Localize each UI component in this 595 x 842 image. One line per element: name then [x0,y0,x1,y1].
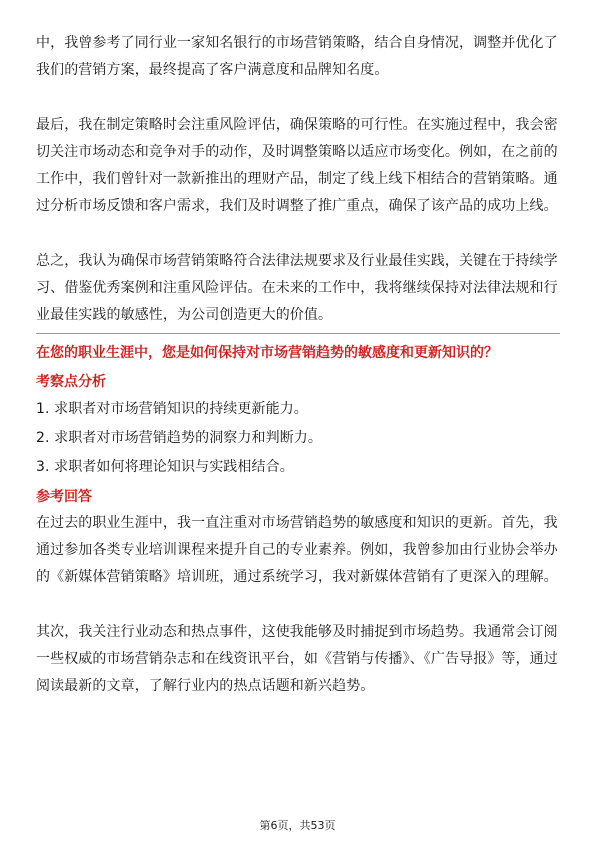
analysis-title: 考察点分析 [36,374,106,390]
answer-paragraph-1: 在过去的职业生涯中，我一直注重对市场营销趋势的敏感度和知识的更新。首先，我通过参加各类专业培训课程来提升自己的专业素养。例如，我曾参加由行业协会举办的《新媒体营销策略》培训班，通过系统学习，我对新媒体营销有了更深入的理解。 [36,515,558,585]
page-number: 第6页，共53页 [259,819,336,832]
answer-title: 参考回答 [36,489,92,505]
document-page [36,30,560,700]
section-divider [36,333,560,334]
analysis-item: 3. 求职者如何将理论知识与实践相结合。 [36,459,294,475]
intro-paragraph-1: 中，我曾参考了同行业一家知名银行的市场营销策略，结合自身情况，调整并优化了我们的营销方案，最终提高了客户满意度和品牌知名度。 [36,35,558,78]
analysis-item: 2. 求职者对市场营销趋势的洞察力和判断力。 [36,430,323,446]
analysis-list [36,395,560,482]
intro-paragraph-3: 总之，我认为确保市场营销策略符合法律法规要求及行业最佳实践，关键在于持续学习、借鉴优秀案例和注重风险评估。在未来的工作中，我将继续保持对法律法规和行业最佳实践的敏感性，为公司创造更大的价值。 [36,253,558,323]
analysis-item: 1. 求职者对市场营销知识的持续更新能力。 [36,401,308,417]
question-heading: 在您的职业生涯中，您是如何保持对市场营销趋势的敏感度和更新知识的？ [36,345,498,361]
intro-paragraph-2: 最后，我在制定策略时会注重风险评估，确保策略的可行性。在实施过程中，我会密切关注市场动态和竞争对手的动作，及时调整策略以适应市场变化。例如，在之前的工作中，我们曾针对一款新推出的理财产品，制定了线上线下相结合的营销策略。通过分析市场反馈和客户需求，我们及时调整了推广重点，确保了该产品的成功上线。 [36,117,558,214]
answer-paragraph-2: 其次，我关注行业动态和热点事件，这使我能够及时捕捉到市场趋势。我通常会订阅一些权威的市场营销杂志和在线资讯平台，如《营销与传播》、《广告导报》等，通过阅读最新的文章，了解行业内的热点话题和新兴趋势。 [36,624,558,694]
